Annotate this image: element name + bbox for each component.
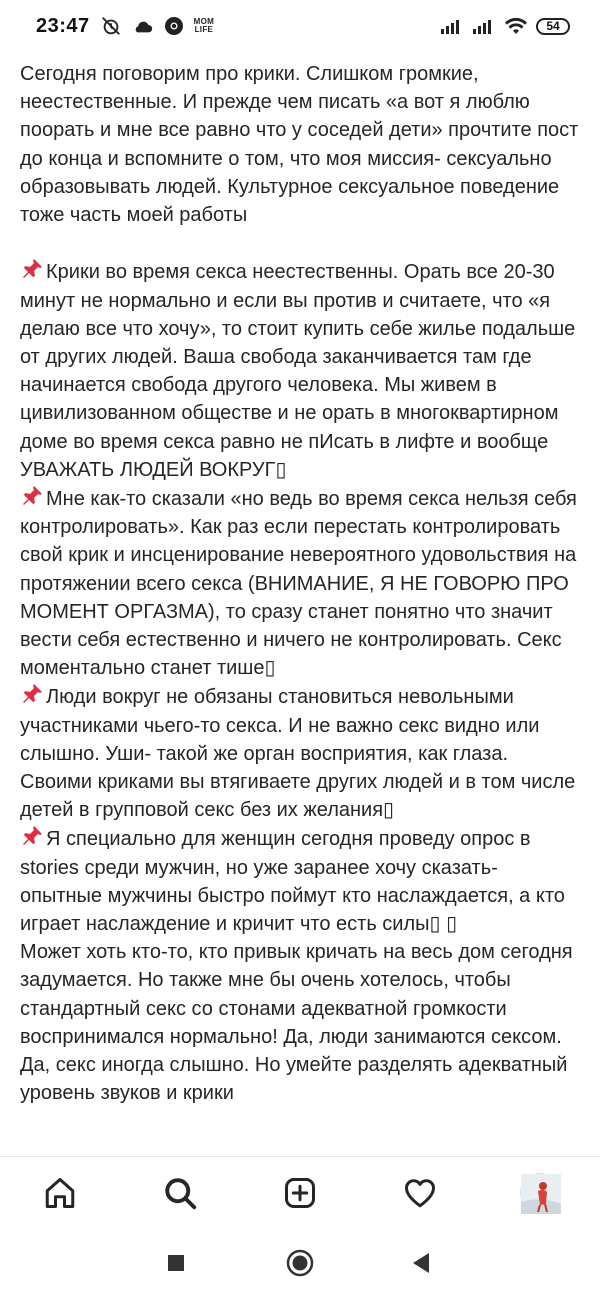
back-triangle-icon[interactable]: [398, 1240, 444, 1286]
pushpin-icon: [20, 682, 44, 706]
signal-icon: [472, 18, 496, 34]
point-text: Я специально для женщин сегодня проведу опрос в stories среди мужчин, но уже заранее хочу сказать- опытные мужчины быстро поймут кто наслаждается, а кто играет наслаждение и кричит что есть силы: [20, 828, 571, 936]
missing-glyph: ▯: [264, 657, 276, 680]
post-caption: [20, 60, 584, 1152]
point-text: Мне как-то сказали «но ведь во время секса нельзя себя контролировать». Как раз если перестать контролировать свой крик и инсценирование невероятного удовольствия на протяжении всего секса (ВНИМАНИЕ, Я НЕ ГОВОРЮ ПРО МОМЕНТ ОРГАЗМА), то сразу станет понятно что значит вести себя естественно и ничего не контролировать. Секс моментально станет тише: [20, 488, 583, 680]
status-right: [440, 17, 570, 35]
home-circle-icon[interactable]: [277, 1240, 323, 1286]
point-text: Люди вокруг не обязаны становиться невольными участниками чьего-то секса. И не важно секс видно или слышно. Уши- такой же орган восприятия, как глаза. Своими криками вы втягиваете других людей и в том числе детей в групповой секс без их желания: [20, 686, 581, 822]
missing-glyph: ▯: [275, 458, 287, 481]
post-intro: Сегодня поговорим про крики. Слишком громкие, неестественные. И прежде чем писать «а вот я люблю поорать и мне все равно что у соседей дети» прочтите пост до конца и вспомните о том, что моя миссия- сексуально образовывать людей. Культурное сексуальное поведение тоже часть моей работы: [20, 63, 584, 227]
recents-square-icon[interactable]: [153, 1240, 199, 1286]
post-point-2: [20, 484, 583, 682]
pushpin-icon: [20, 484, 44, 508]
cloud-icon: [132, 18, 154, 34]
system-nav: [0, 1228, 600, 1299]
missing-glyph: ▯: [383, 799, 395, 822]
mom-life-line2: LIFE: [194, 25, 214, 34]
paragraph-spacer: [20, 229, 580, 257]
status-bar: [0, 0, 600, 52]
post-point-1: [20, 257, 580, 484]
status-left: [36, 15, 214, 38]
mom-life-line1: MOM: [193, 17, 215, 26]
point-text: Крики во время секса неестественны. Орать все 20-30 минут не нормально и если вы против и считаете, что «я делаю все что хочу», то стоит купить себе жилье подальше от других людей. Ваша свобода заканчивается там где начинается свобода другого человека. Мы живем в цивилизованном обществе и не орать в многоквартирном доме во время секса равно не пИсать в лифте и вообще УВАЖАТЬ ЛЮДЕЙ ВОКРУГ: [20, 261, 581, 481]
bottom-nav: [0, 1156, 600, 1228]
profile-avatar[interactable]: [512, 1165, 568, 1221]
home-icon[interactable]: [32, 1165, 88, 1221]
activity-heart-icon[interactable]: [392, 1165, 448, 1221]
missing-glyph-pair: ▯ ▯: [429, 913, 458, 936]
post-point-3: [20, 682, 580, 824]
pushpin-icon: [20, 257, 44, 281]
avatar-image: [520, 1173, 560, 1213]
alarm-off-icon: [100, 15, 122, 37]
search-icon[interactable]: [152, 1165, 208, 1221]
battery-indicator: 54: [536, 18, 570, 35]
post-closing: Может хоть кто-то, кто привык кричать на весь дом сегодня задумается. Но также мне бы очень хотелось, чтобы стандартный секс со стонами адекватной громкости воспринимался нормально! Да, люди занимаются сексом. Да, секс иногда слышно. Но умейте разделять адекватный уровень звуков и крики: [20, 941, 579, 1105]
post-point-4: [20, 824, 580, 938]
wifi-icon: [504, 17, 528, 35]
new-post-icon[interactable]: [272, 1165, 328, 1221]
pushpin-icon: [20, 824, 44, 848]
chrome-icon: [164, 16, 184, 36]
status-time: 23:47: [36, 14, 90, 37]
signal-icon: [440, 18, 464, 34]
mom-life-icon: [194, 18, 214, 34]
